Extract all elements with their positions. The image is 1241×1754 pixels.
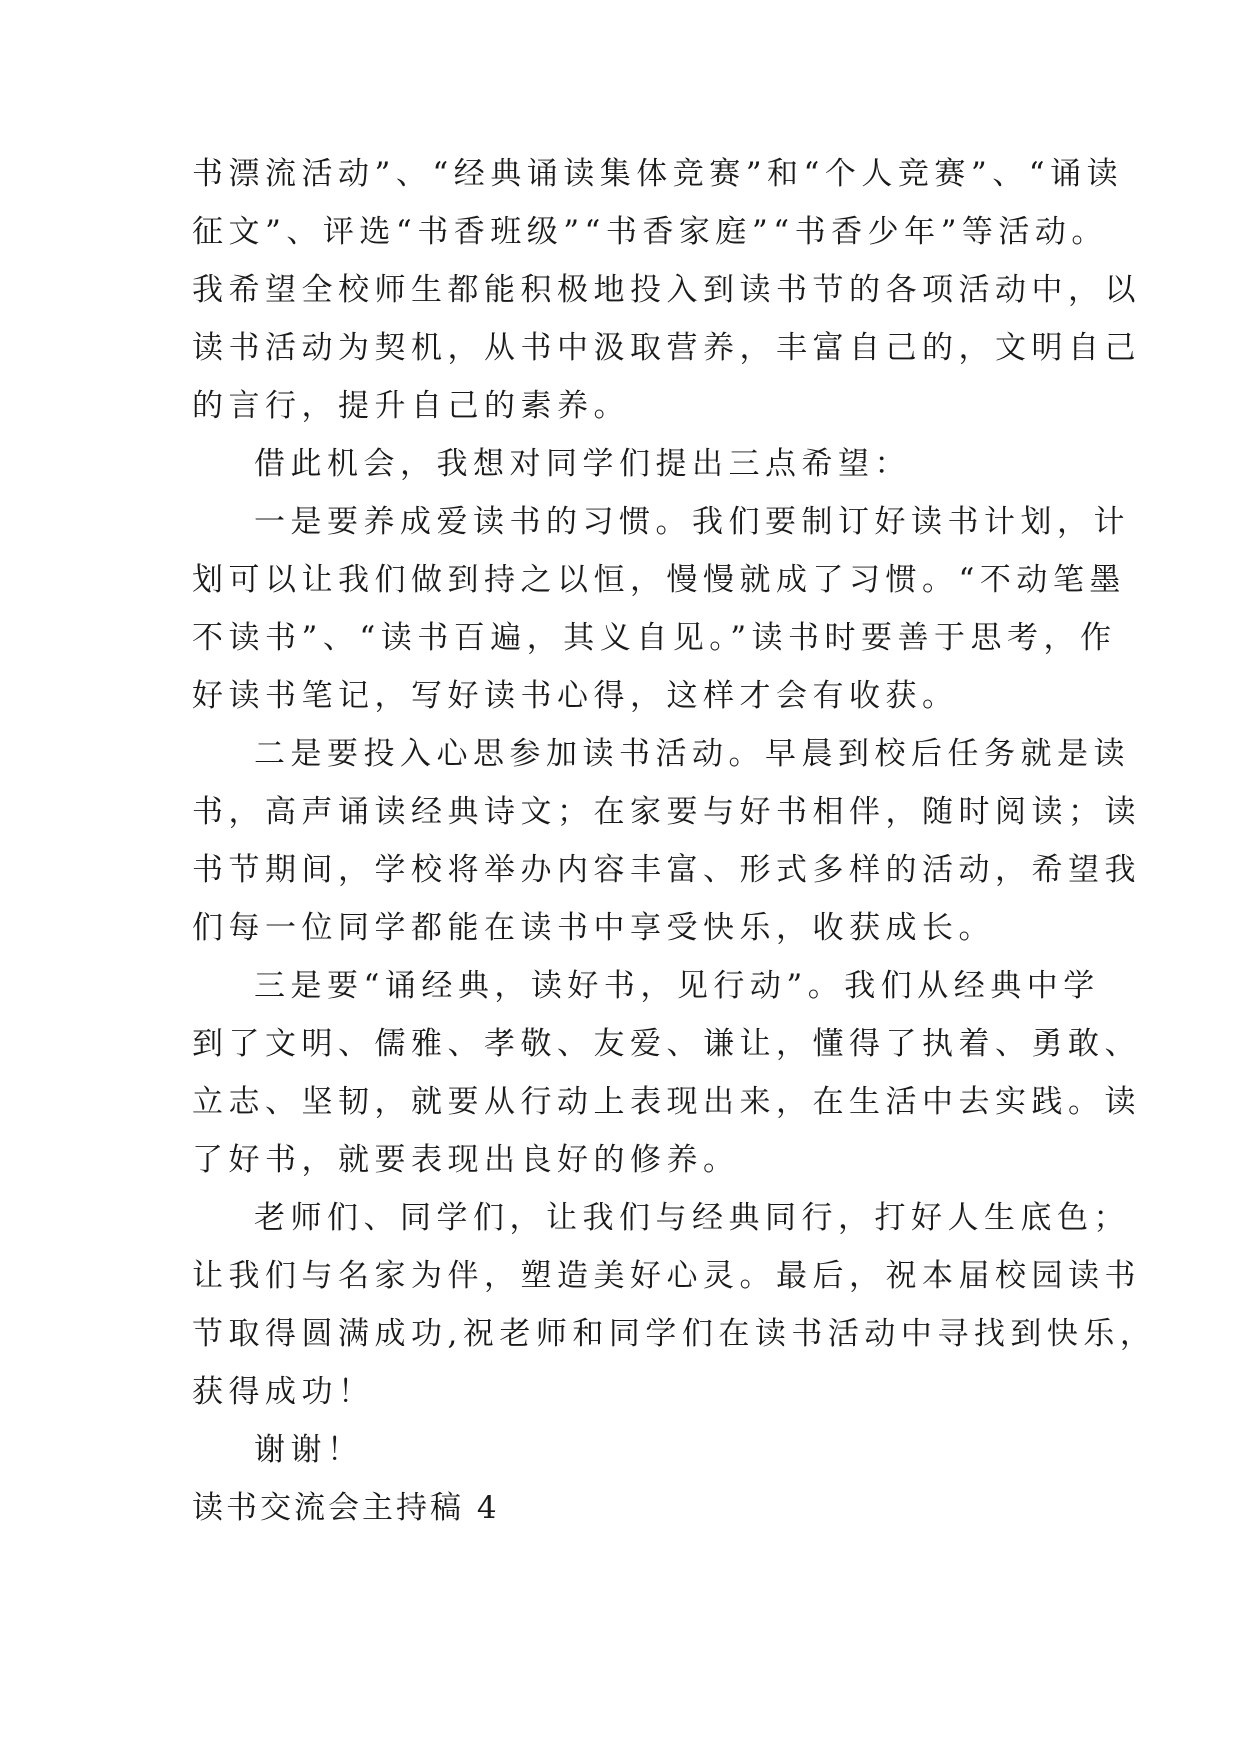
paragraph-5-line-3: 立志、坚韧，就要从行动上表现出来，在生活中去实践。读	[192, 1084, 1141, 1120]
paragraph-3-line-2: 划可以让我们做到持之以恒，慢慢就成了习惯。“不动笔墨	[192, 562, 1126, 598]
paragraph-6-line-2: 让我们与名家为伴，塑造美好心灵。最后，祝本届校园读书	[192, 1258, 1141, 1294]
paragraph-6-line-3: 节取得圆满成功,祝老师和同学们在读书活动中寻找到快乐，	[192, 1316, 1157, 1352]
paragraph-3-line-3: 不读书”、“读书百遍，其义自见。”读书时要善于思考，作	[192, 620, 1117, 656]
paragraph-6-line-1: 老师们、同学们，让我们与经典同行，打好人生底色；	[254, 1200, 1130, 1236]
paragraph-4-line-1: 二是要投入心思参加读书活动。早晨到校后任务就是读	[254, 736, 1130, 772]
section-heading: 读书交流会主持稿 4	[192, 1490, 500, 1526]
paragraph-5-line-1: 三是要“诵经典，读好书，见行动”。我们从经典中学	[254, 968, 1100, 1004]
paragraph-1-line-1: 书漂流活动”、“经典诵读集体竞赛”和“个人竞赛”、“诵读	[192, 156, 1124, 192]
paragraph-1-line-2: 征文”、评选“书香班级”“书香家庭”“书香少年”等活动。	[192, 214, 1108, 250]
paragraph-5-line-4: 了好书，就要表现出良好的修养。	[192, 1142, 740, 1178]
paragraph-4-line-3: 书节期间，学校将举办内容丰富、形式多样的活动，希望我	[192, 852, 1141, 888]
paragraph-2-line-1: 借此机会，我想对同学们提出三点希望：	[254, 446, 911, 482]
paragraph-1-line-3: 我希望全校师生都能积极地投入到读书节的各项活动中，以	[192, 272, 1141, 308]
paragraph-6-line-4: 获得成功！	[192, 1374, 375, 1410]
paragraph-5-line-2: 到了文明、儒雅、孝敬、友爱、谦让，懂得了执着、勇敢、	[192, 1026, 1141, 1062]
paragraph-7-line-1: 谢谢！	[254, 1432, 364, 1468]
paragraph-1-line-5: 的言行，提升自己的素养。	[192, 388, 630, 424]
paragraph-4-line-2: 书，高声诵读经典诗文；在家要与好书相伴，随时阅读；读	[192, 794, 1141, 830]
paragraph-3-line-1: 一是要养成爱读书的习惯。我们要制订好读书计划，计	[254, 504, 1130, 540]
paragraph-4-line-4: 们每一位同学都能在读书中享受快乐，收获成长。	[192, 910, 995, 946]
paragraph-3-line-4: 好读书笔记，写好读书心得，这样才会有收获。	[192, 678, 959, 714]
paragraph-1-line-4: 读书活动为契机，从书中汲取营养，丰富自己的，文明自己	[192, 330, 1141, 366]
